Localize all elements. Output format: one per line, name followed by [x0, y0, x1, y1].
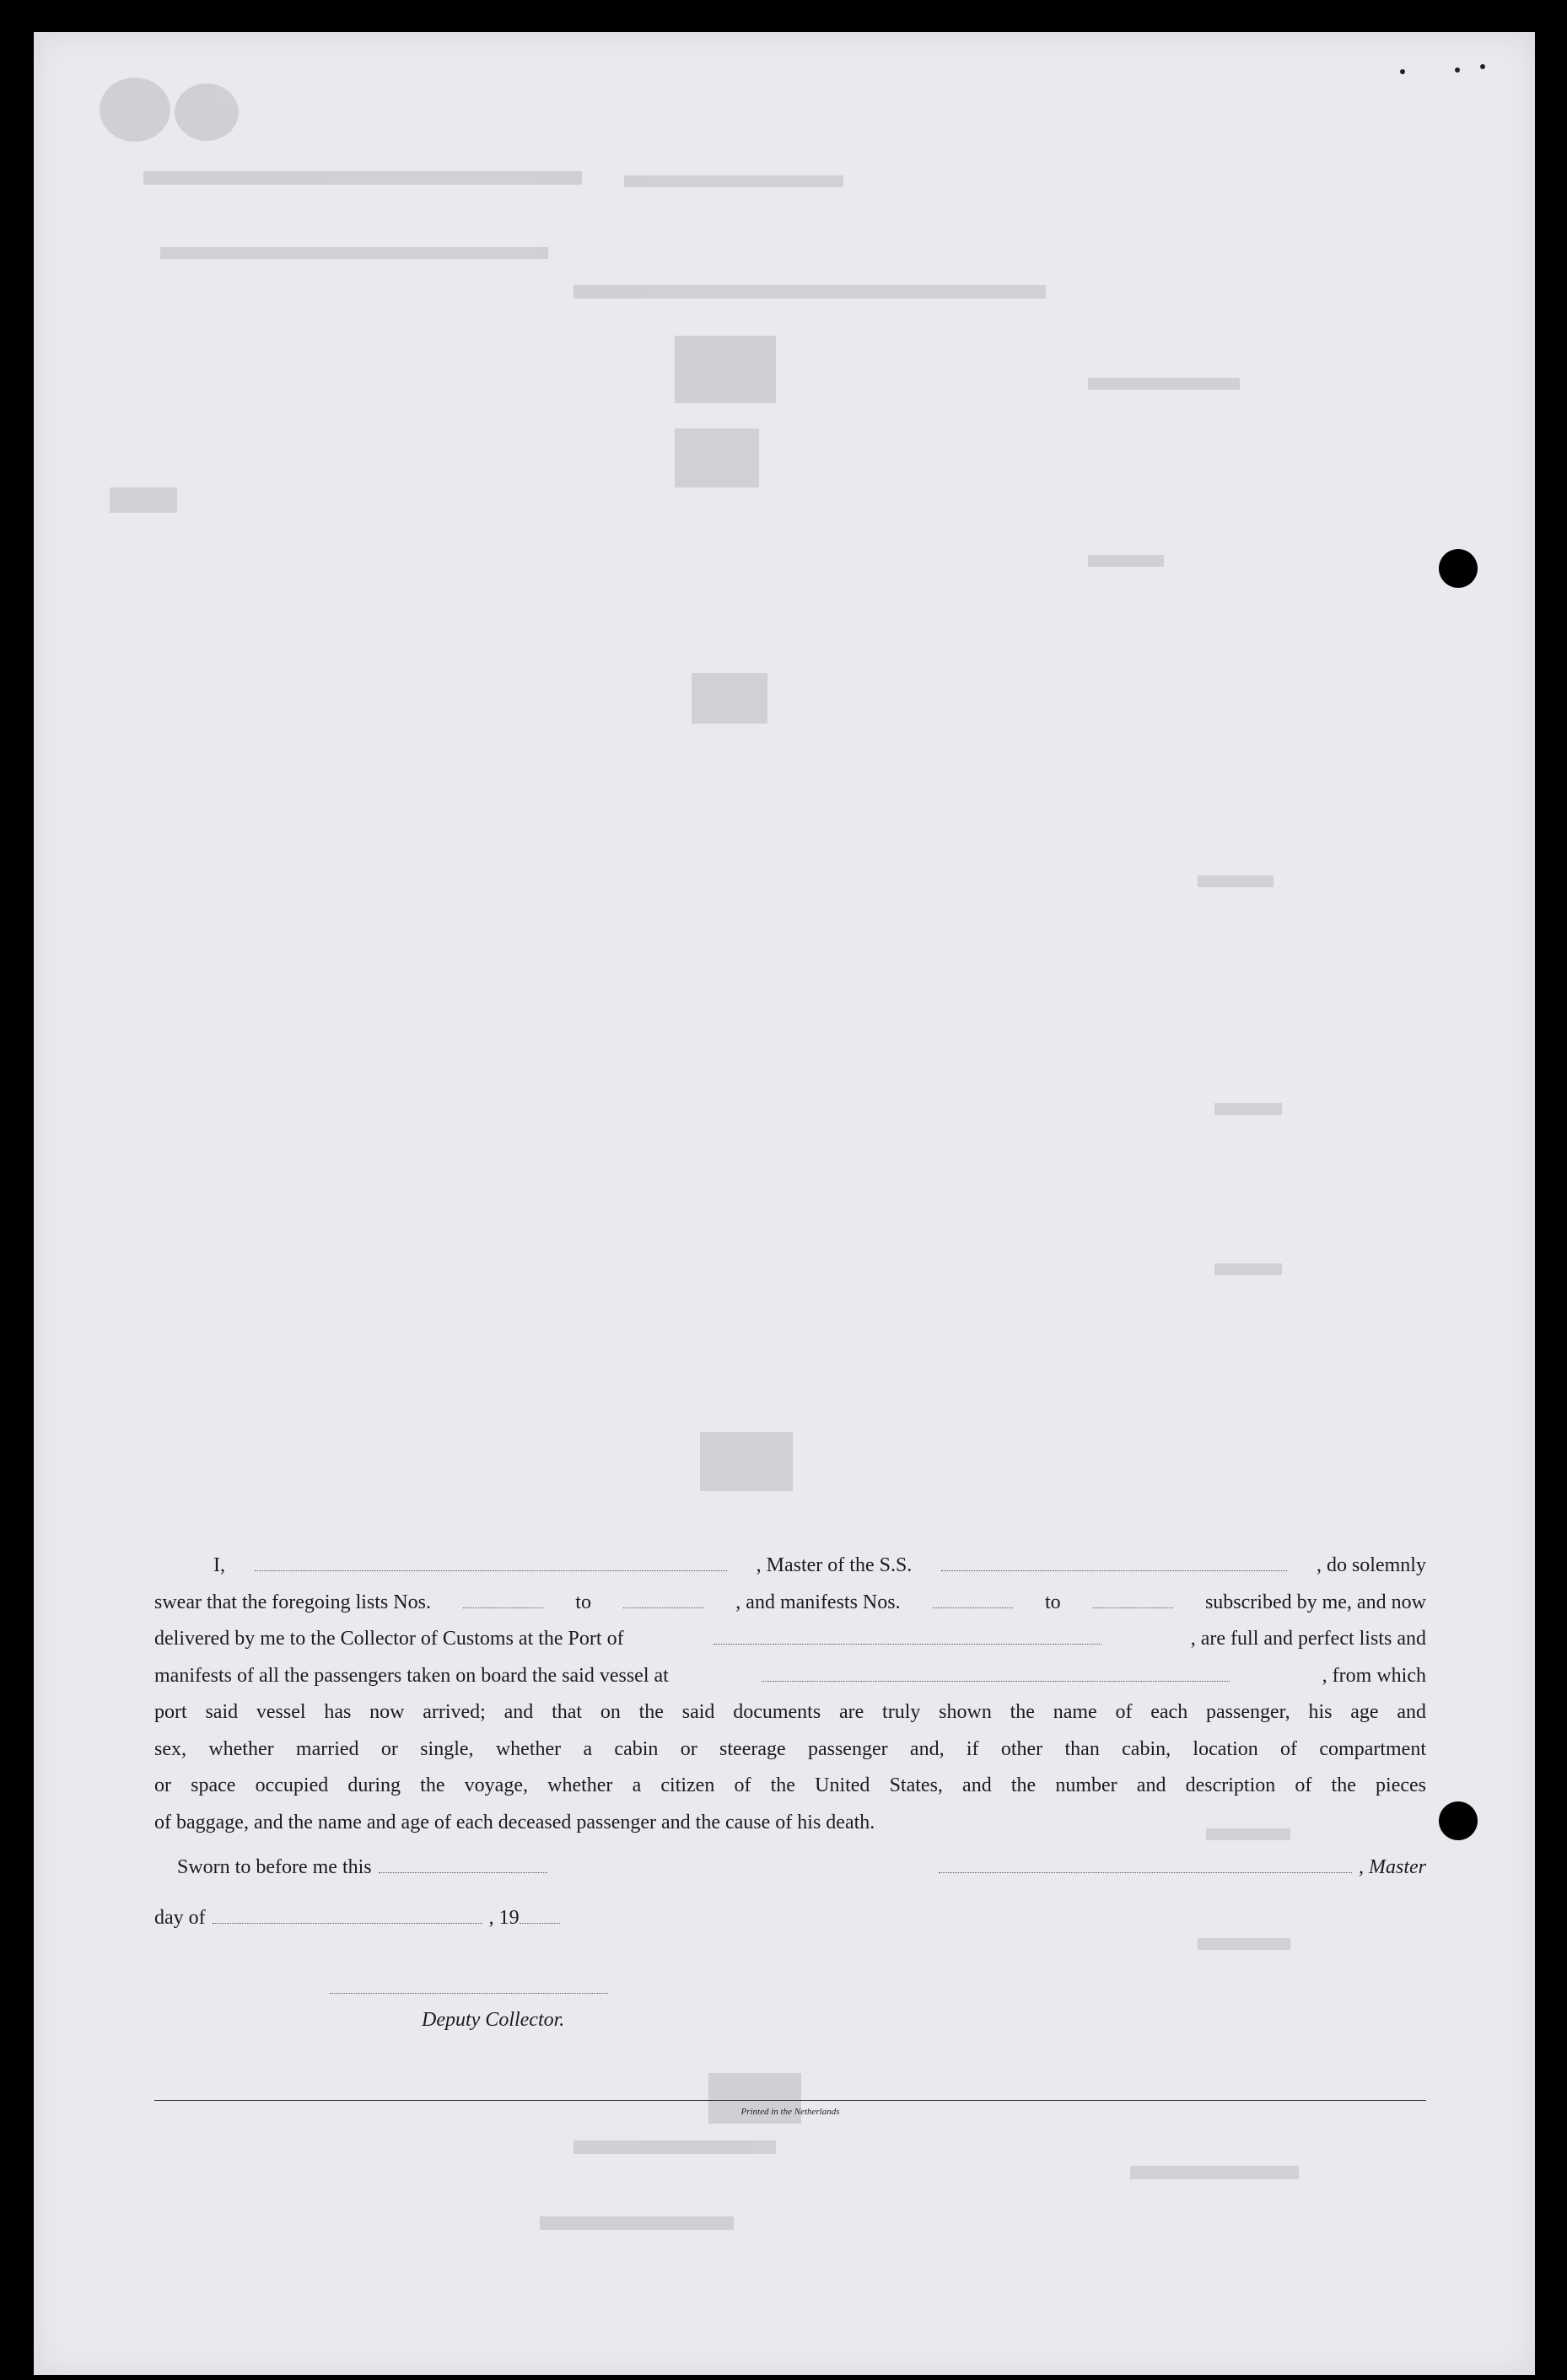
oath-text: of baggage, and the name and age of each deceased passenger and the cause of his death.: [154, 1811, 875, 1833]
oath-line-5: [154, 1701, 1426, 1738]
oath-line-4: [154, 1665, 1426, 1702]
deputy-signature-blank: [330, 1959, 608, 1994]
deputy-collector-label: Deputy Collector.: [422, 2009, 565, 2031]
oath-text: port said vessel has now arrived; and that on the said documents are truly shown the name of each passenger, his age and: [154, 1701, 1426, 1723]
oath-text: to: [575, 1591, 591, 1613]
oath-text: , and manifests Nos.: [735, 1591, 901, 1613]
dust-speck: [1455, 67, 1460, 73]
oath-text: I,: [213, 1554, 225, 1576]
dust-speck: [1400, 69, 1405, 74]
sworn-label: Sworn to before me this: [177, 1856, 372, 1878]
oath-line-1: [154, 1554, 1426, 1591]
master-signature-blank: [939, 1857, 1352, 1873]
master-name-blank: [255, 1555, 727, 1571]
punch-hole: [1439, 549, 1478, 588]
oath-text: to: [1044, 1591, 1061, 1613]
master-label: , Master: [1359, 1856, 1426, 1878]
manifest-end-blank: [1093, 1592, 1173, 1608]
list-start-blank: [463, 1592, 543, 1608]
oath-text: manifests of all the passengers taken on board the said vessel at: [154, 1664, 669, 1687]
oath-text: , from which: [1322, 1664, 1426, 1687]
oath-line-2: [154, 1591, 1426, 1629]
sworn-line: [154, 1856, 1426, 1907]
punch-hole: [1439, 1801, 1478, 1840]
ship-name-blank: [941, 1555, 1287, 1571]
sworn-day-blank: [379, 1857, 547, 1873]
oath-text: subscribed by me, and now: [1204, 1591, 1426, 1613]
oath-text: , are full and perfect lists and: [1190, 1628, 1426, 1650]
year-prefix: , 19: [488, 1907, 520, 1929]
day-of-line: [154, 1907, 1426, 1959]
oath-line-7: [154, 1774, 1426, 1812]
oath-text: delivered by me to the Collector of Customs at the Port of: [154, 1628, 624, 1650]
oath-line-6: [154, 1738, 1426, 1775]
oath-line-3: [154, 1628, 1426, 1665]
list-end-blank: [623, 1592, 703, 1608]
oath-text: swear that the foregoing lists Nos.: [154, 1591, 431, 1613]
port-blank: [713, 1629, 1101, 1645]
oath-line-8: [154, 1812, 1426, 1849]
dust-speck: [1480, 64, 1485, 69]
manifest-start-blank: [933, 1592, 1013, 1608]
departure-port-blank: [762, 1666, 1230, 1682]
oath-text: sex, whether married or single, whether a cabin or steerage passenger and, if other than cabin, location of compartment: [154, 1737, 1426, 1760]
oath-text: , Master of the S.S.: [756, 1554, 913, 1576]
month-blank: [213, 1908, 482, 1924]
oath-text: or space occupied during the voyage, whether a citizen of the United States, and the number and description of the pieces: [154, 1774, 1426, 1796]
footer-rule: [154, 2100, 1426, 2101]
scanned-page: [34, 32, 1535, 2375]
day-of-label: day of: [154, 1907, 206, 1929]
oath-text: , do solemnly: [1316, 1554, 1426, 1576]
printed-note: Printed in the Netherlands: [740, 2107, 840, 2117]
master-signature: [932, 1856, 1426, 1879]
oath-declaration: [154, 1554, 1426, 2032]
year-blank: [520, 1908, 560, 1924]
